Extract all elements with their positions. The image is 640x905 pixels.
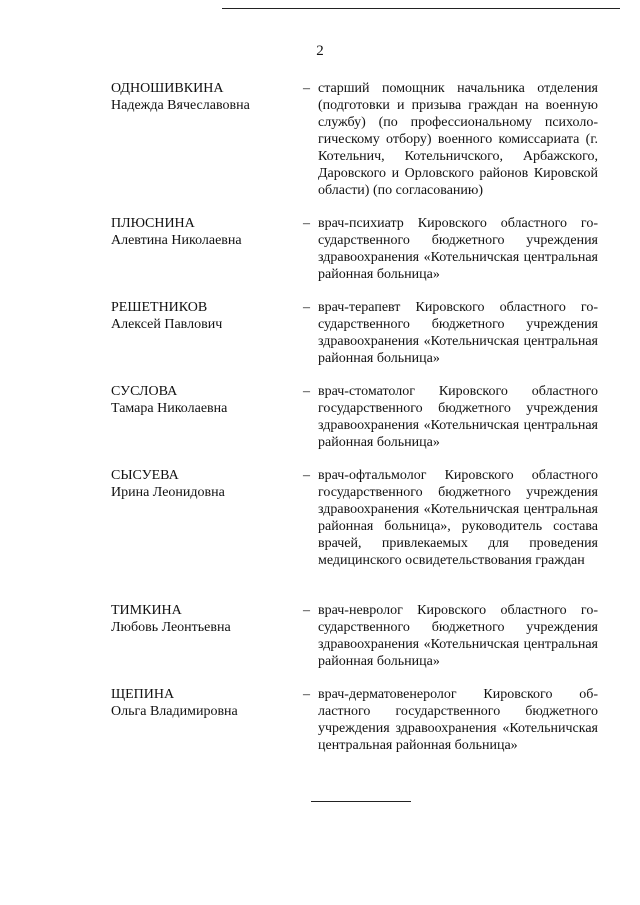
top-rule	[222, 8, 620, 9]
member-name	[111, 80, 301, 114]
member-name	[111, 686, 301, 720]
end-rule	[311, 801, 411, 802]
entry-dash: –	[303, 468, 310, 483]
member-surname: ПЛЮСНИНА	[111, 216, 195, 231]
member-entry	[0, 686, 640, 756]
member-role: врач-психиатр Кировского областного государственного бюджетного учреждения здравоохранения «Котельничская центральная районная больница»	[318, 216, 598, 282]
member-entry	[0, 215, 640, 285]
member-given-name: Алевтина Николаевна	[111, 233, 242, 248]
member-surname: СЫСУЕВА	[111, 468, 179, 483]
entry-dash: –	[303, 81, 310, 96]
member-surname: ОДНОШИВКИНА	[111, 81, 224, 96]
member-given-name: Ольга Владимировна	[111, 704, 238, 719]
member-given-name: Тамара Николаевна	[111, 401, 228, 416]
member-entry	[0, 299, 640, 369]
entry-dash: –	[303, 300, 310, 315]
member-given-name: Надежда Вячеславовна	[111, 98, 250, 113]
member-surname: СУСЛОВА	[111, 384, 178, 399]
member-role: врач-невролог Кировского областного государственного бюджетного учреждения здравоохранения «Котельничская центральная районная больница»	[318, 603, 598, 669]
entry-dash: –	[303, 687, 310, 702]
member-surname: ТИМКИНА	[111, 603, 182, 618]
member-role: старший помощник начальника отделения (подготовки и призыва граждан на военную службу) (по профессиональному психологическому отбору) военного комиссариата (г. Котельнич, Котельничского, Арбажского, Даровского и Орловского районов Кировской области) (по согласованию)	[318, 81, 598, 198]
member-entry	[0, 467, 640, 592]
entry-dash: –	[303, 216, 310, 231]
member-entry	[0, 383, 640, 453]
member-entry	[0, 602, 640, 672]
member-given-name: Любовь Леонтьевна	[111, 620, 231, 635]
member-name	[111, 299, 301, 333]
member-role: врач-офтальмолог Кировского областного государственного бюджетного учреждения здравоохранения «Котельничская центральная районная больница», руководитель состава врачей, привлекаемых для проведения медицинского освидетельствования граждан	[318, 468, 598, 568]
member-surname: ЩЕПИНА	[111, 687, 175, 702]
member-role: врач-стоматолог Кировского областного государственного бюджетного учреждения здравоохранения «Котельничская центральная районная больница»	[318, 384, 598, 450]
member-entry	[0, 80, 640, 210]
entry-dash: –	[303, 384, 310, 399]
entry-dash: –	[303, 603, 310, 618]
member-role: врач-терапевт Кировского областного государственного бюджетного учреждения здравоохранения «Котельничская центральная районная больница»	[318, 300, 598, 366]
member-role: врач-дерматовенеролог Кировского областного государственного бюджетного учреждения здравоохранения «Котельничская центральная районная больница»	[318, 687, 598, 753]
member-name	[111, 602, 301, 636]
page-number: 2	[316, 43, 324, 59]
member-surname: РЕШЕТНИКОВ	[111, 300, 208, 315]
member-name	[111, 215, 301, 249]
member-name	[111, 383, 301, 417]
member-given-name: Алексей Павлович	[111, 317, 223, 332]
member-given-name: Ирина Леонидовна	[111, 485, 225, 500]
member-name	[111, 467, 301, 501]
